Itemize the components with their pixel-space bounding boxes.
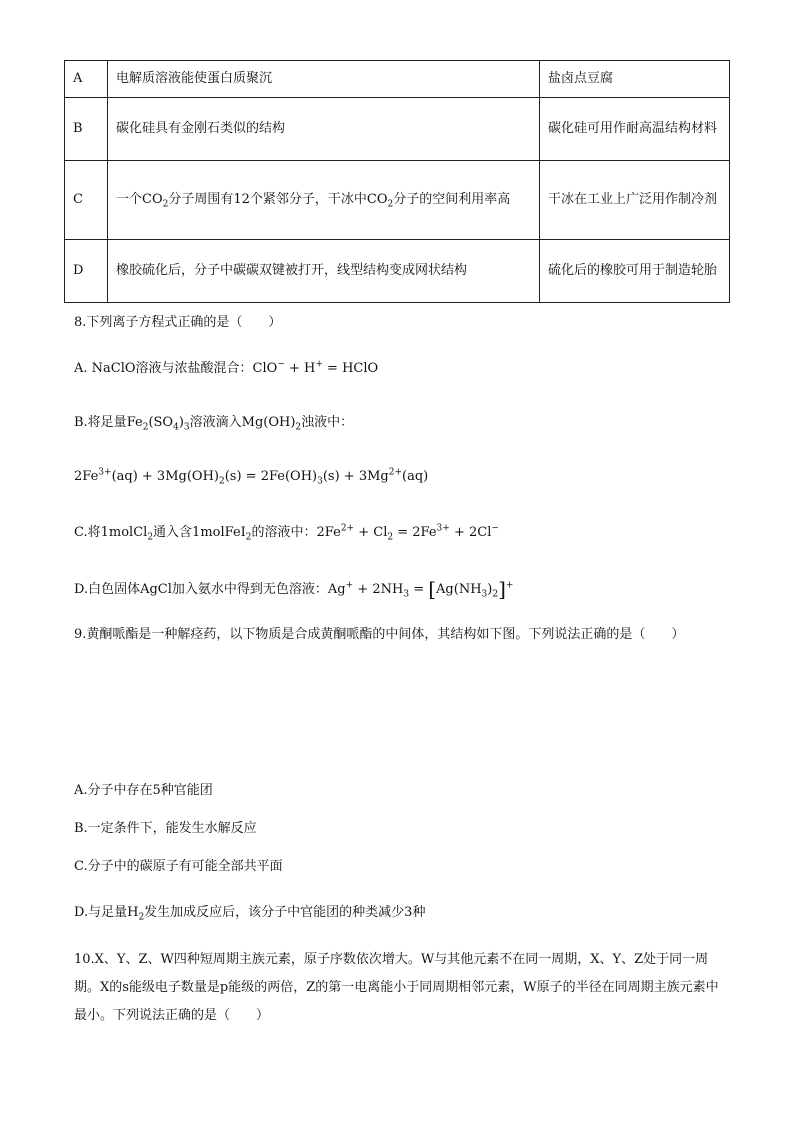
row-statement: 一个$CO_2$分子周围有12个紧邻分子，干冰中$CO_2$分子的空间利用率高 [108,161,540,240]
row-application: 盐卤点豆腐 [540,61,730,98]
table-row [65,161,730,240]
table-row [65,240,730,303]
table-row [65,61,730,98]
row-application: 碳化硅可用作耐高温结构材料 [540,98,730,161]
row-statement: 碳化硅具有金刚石类似的结构 [108,98,540,161]
q9-option-b: B.一定条件下，能发生水解反应 [74,821,257,836]
row-letter: C [65,161,108,240]
question-10-stem: 10.X、Y、Z、W四种短周期主族元素，原子序数依次增大。W与其他元素不在同一周期，X、Y、Z处于同一周期。X的s能级电子数量是p能级的两倍，Z的第一电离能小于同周期相邻元素，W原子的半径在同周期主族元素中最小。下列说法正确的是（ ） [74,952,719,1023]
row-letter: A [65,61,108,98]
q9-option-a: A.分子中存在5种官能团 [74,783,213,798]
row-statement: 橡胶硫化后，分子中碳碳双键被打开，线型结构变成网状结构 [108,240,540,303]
q8-option-c: C.将1molCl$_2$通入含1molFeI$_2$的溶液中：$2Fe^{2+} + Cl_2 = 2Fe^{3+} + 2Cl^-$ [74,523,499,543]
options-table [64,60,730,303]
table-row [65,98,730,161]
question-9-stem: 9.黄酮哌酯是一种解痉药，以下物质是合成黄酮哌酯的中间体，其结构如下图。下列说法正确的是（ ） [74,627,685,642]
structure-image-placeholder [74,660,714,770]
question-8-stem: 8.下列离子方程式正确的是（ ） [74,315,282,330]
row-letter: D [65,240,108,303]
q8-option-b-equation: $2Fe^{3+}(aq) + 3Mg(OH)_2(s) = 2Fe(OH)_3(s) + 3Mg^{2+}(aq)$ [74,467,429,487]
q9-option-d: D.与足量$H_2$发生加成反应后，该分子中官能团的种类减少3种 [74,905,426,923]
q9-option-c: C.分子中的碳原子有可能全部共平面 [74,859,283,874]
q8-option-b: B.将足量$Fe_2(SO_4)_3$溶液滴入$Mg(OH)_2$浊液中： [74,415,354,433]
q8-option-d: D.白色固体AgCl加入氨水中得到无色溶液：$Ag^+ + 2NH_3 = [Ag(NH_3)_2]^+$ [74,577,514,601]
row-letter: B [65,98,108,161]
row-statement: 电解质溶液能使蛋白质聚沉 [108,61,540,98]
q8-option-a: A. NaClO溶液与浓盐酸混合：ClO− + H+ = HClO [74,359,379,376]
row-application: 硫化后的橡胶可用于制造轮胎 [540,240,730,303]
row-application: 干冰在工业上广泛用作制冷剂 [540,161,730,240]
